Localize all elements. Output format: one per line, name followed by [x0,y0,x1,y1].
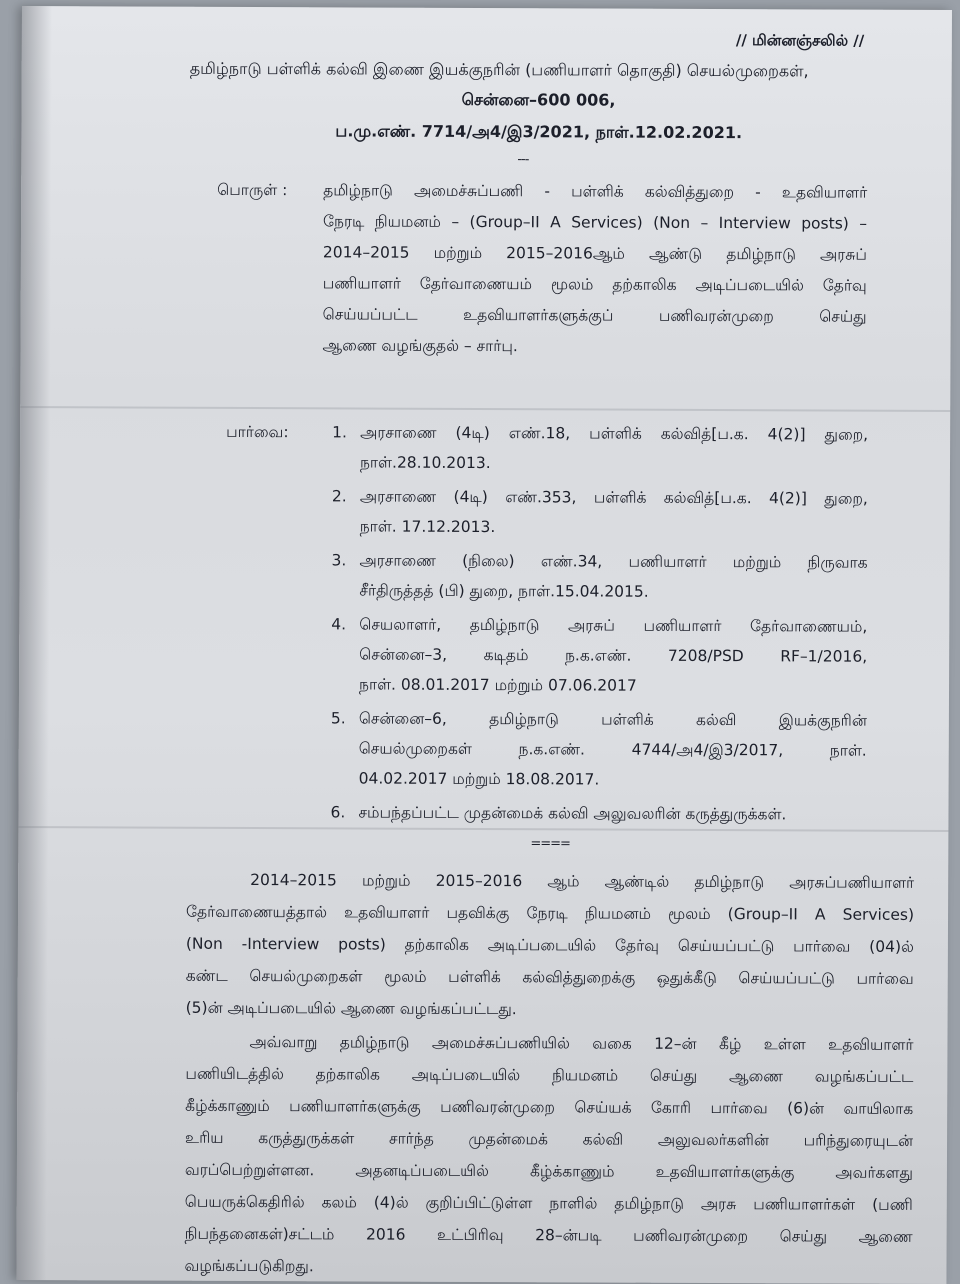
page-edge-shadow [16,6,52,1280]
subject-line: செய்யப்பட்ட உதவியாளர்களுக்குப் பணிவரன்முறை செய்து [322,305,867,326]
separator-short: --- [517,152,529,168]
body-paragraph-line: (Non -Interview posts) தற்காலிக அடிப்படையில் தேர்வு செய்யப்பட்டு பார்வை (04)ல் [185,934,914,956]
office-title-line2: சென்னை–600 006, [461,89,616,110]
reference-item-line: சீர்திருத்தத் (பி) துறை, நாள்.15.04.2015. [359,581,649,601]
body-paragraph-line: பெயருக்கெதிரில் கலம் (4)ல் குறிப்பிட்டுள்ள நாளில் தமிழ்நாடு அரசு பணியாளர்கள் (பணி [184,1192,913,1214]
reference-item-number: 4. [331,615,347,634]
reference-item-number: 3. [331,551,347,570]
reference-item-number: 5. [330,709,346,728]
reference-item-line: நாள். 17.12.2013. [359,517,496,537]
separator-long: ==== [530,836,570,852]
reference-item-line: அரசாணை (4டி) எண்.353, பள்ளிக் கல்வித்[ப.க. 4(2)] துறை, [359,487,868,508]
body-paragraph-line: அவ்வாறு தமிழ்நாடு அமைச்சுப்பணியில் வகை 12–ன் கீழ் உள்ள உதவியாளர் [249,1033,914,1054]
reference-item-number: 6. [330,803,346,822]
reference-item-line: சென்னை–6, தமிழ்நாடு பள்ளிக் கல்வி இயக்குநரின் [358,709,867,730]
document-page [16,6,952,1284]
subject-line: ஆணை வழங்குதல் – சார்பு. [322,336,518,356]
office-title-line1: தமிழ்நாடு பள்ளிக் கல்வி இணை இயக்குநரின் (பணியாளர் தொகுதி) செயல்முறைகள், [189,58,809,81]
subject-line: 2014–2015 மற்றும் 2015–2016ஆம் ஆண்டு தமிழ்நாடு அரசுப் [322,243,867,264]
subject-line: தமிழ்நாடு அமைச்சுப்பணி - பள்ளிக் கல்வித்துறை - உதவியாளர் [323,181,868,202]
paper-crease [18,826,948,832]
body-paragraph-line: வரப்பெற்றுள்ளன. அதனடிப்படையில் கீழ்க்காணும் உதவியாளர்களுக்கு அவர்களது [184,1160,913,1182]
body-paragraph-line: 2014–2015 மற்றும் 2015–2016 ஆம் ஆண்டில் தமிழ்நாடு அரசுப்பணியாளர் [250,871,915,892]
subject-line: பணியாளர் தேர்வாணையம் மூலம் தற்காலிக அடிப்படையில் தேர்வு [322,274,867,295]
reference-item-line: நாள்.28.10.2013. [359,453,491,473]
reference-number: ப.மு.எண். 7714/அ4/இ3/2021, நாள்.12.02.2021. [335,121,743,143]
reference-item-number: 2. [331,487,347,506]
reference-item-line: 04.02.2017 மற்றும் 18.08.2017. [358,769,600,789]
body-paragraph-line: கண்ட செயல்முறைகள் மூலம் பள்ளிக் கல்வித்துறைக்கு ஒதுக்கீடு செய்யப்பட்டு பார்வை [185,966,914,988]
reference-item-line: செயல்முறைகள் ந.க.எண். 4744/அ4/இ3/2017, நாள். [358,739,867,760]
body-paragraph-line: (5)ன் அடிப்படையில் ஆணை வழங்கப்பட்டது. [185,998,517,1019]
email-mode-label: // மின்னஞ்சலில் // [735,31,865,50]
body-paragraph-line: நிபந்தனைகள்)சட்டம் 2016 உட்பிரிவு 28–ன்படி பணிவரன்முறை செய்து ஆணை [184,1224,913,1246]
reference-item-line: நாள். 08.01.2017 மற்றும் 07.06.2017 [359,675,637,695]
body-paragraph-line: உரிய கருத்துருக்கள் சார்ந்த முதன்மைக் கல்வி அலுவலர்களின் பரிந்துரையுடன் [185,1128,914,1150]
body-paragraph-line: கீழ்க்காணும் பணியாளர்களுக்கு பணிவரன்முறை செய்யக் கோரி பார்வை (6)ன் வாயிலாக [185,1096,914,1118]
body-paragraph-line: வழங்கப்படுகிறது. [184,1256,314,1276]
reference-item-number: 1. [332,423,347,442]
subject-label: பொருள் : [217,180,288,200]
subject-line: நேரடி நியமனம் – (Group–II A Services) (Non – Interview posts) – [323,212,868,233]
body-paragraph-line: பணியிடத்தில் தற்காலிக அடிப்படையில் நியமனம் செய்து ஆணை வழங்கப்பட்ட [185,1064,914,1086]
references-label: பார்வை: [226,422,289,442]
reference-item-line: சென்னை–3, கடிதம் ந.க.எண். 7208/PSD RF–1/2016, [359,645,868,666]
reference-item-line: அரசாணை (4டி) எண்.18, பள்ளிக் கல்வித்[ப.க. 4(2)] துறை, [360,423,869,444]
body-paragraph-line: தேர்வாணையத்தால் உதவியாளர் பதவிக்கு நேரடி நியமனம் மூலம் (Group–II A Services) [186,902,915,924]
reference-item-line: செயலாளர், தமிழ்நாடு அரசுப் பணியாளர் தேர்வாணையம், [359,615,868,636]
reference-item-line: சம்பந்தப்பட்ட முதன்மைக் கல்வி அலுவலரின் கருத்துருக்கள். [358,803,787,824]
reference-item-line: அரசாணை (நிலை) எண்.34, பணியாளர் மற்றும் நிருவாக [359,551,868,572]
paper-crease [20,406,950,412]
